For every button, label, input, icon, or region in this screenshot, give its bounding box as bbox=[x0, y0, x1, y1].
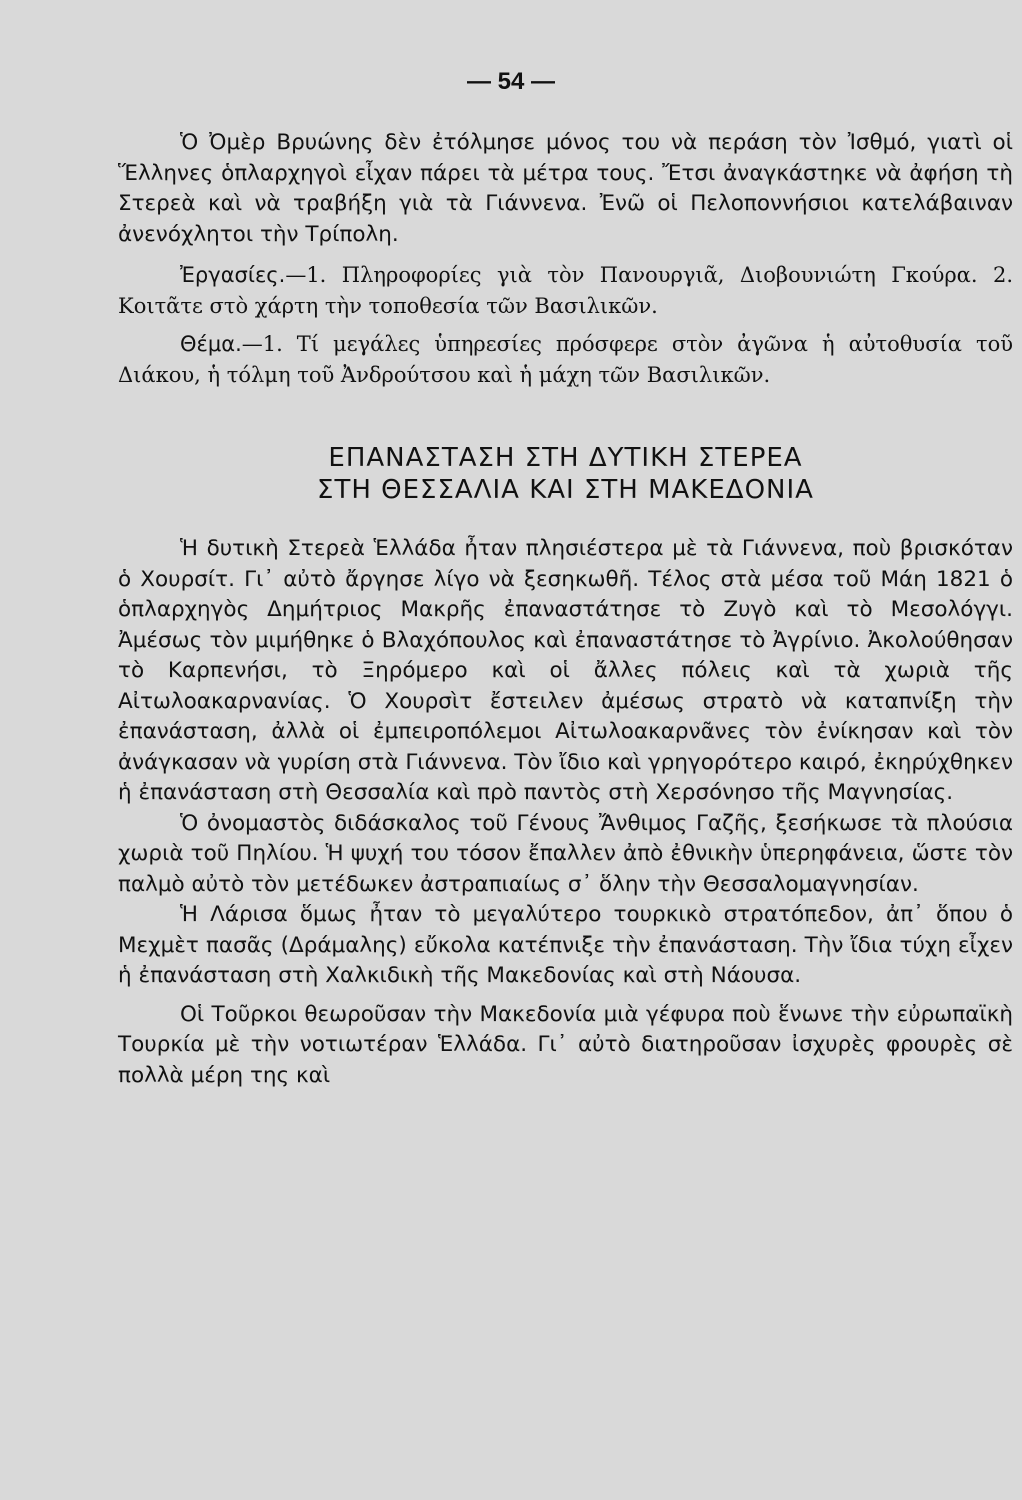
paragraph-western-sterea: Ἡ δυτικὴ Στερεὰ Ἑλλάδα ἦταν πλησιέστερα μὲ τὰ Γιάννενα, ποὺ βρισκόταν ὁ Χουρσίτ. Γι᾿ αὐτὸ ἄργησε λίγο νὰ ξεσηκωθῆ. Τέλος στὰ μέσα τοῦ Μάη 1821 ὁ ὁπλαρχηγὸς Δημήτριος Μακρῆς ἐπαναστάτησε τὸ Ζυγὸ καὶ τὸ Μεσολόγγι. Ἀμέσως τὸν μιμήθηκε ὁ Βλαχόπουλος καὶ ἐπαναστάτησε τὸ Ἀγρίνιο. Ἀκολούθησαν τὸ Καρπενήσι, τὸ Ξηρόμερο καὶ οἱ ἄλλες πόλεις καὶ τὰ χωριὰ τῆς Αἰτωλοακαρνανίας. Ὁ Χουρσὶτ ἔστειλεν ἀμέσως στρατὸ νὰ καταπνίξη τὴν ἐπανάσταση, ἀλλὰ οἱ ἐμπειροπόλεμοι Αἰτωλοακαρνᾶνες τὸν ἐνίκησαν καὶ τὸν ἀνάγκασαν νὰ γυρίση στὰ Γιάννενα. Τὸν ἴδιο καὶ γρηγορότερο καιρό, ἐκηρύχθηκεν ἡ ἐπανάσταση στὴ Θεσσαλία καὶ πρὸ παντὸς στὴ Χερσόνησο τῆς Μαγνησίας. bbox=[118, 536, 1014, 805]
topic-text: —1. Τί μεγάλες ὑπηρεσίες πρόσφερε στὸν ἀγῶνα ἡ αὐτοθυσία τοῦ Διάκου, ἡ τόλμη τοῦ Ἀνδρούτσου καὶ ἡ μάχη τῶν Βασιλικῶν. bbox=[118, 332, 1013, 387]
page-content bbox=[118, 128, 1013, 1091]
paragraph-anthimos-gazis: Ὁ ὀνομαστὸς διδάσκαλος τοῦ Γένους Ἄνθιμος Γαζῆς, ξεσήκωσε τὰ πλούσια χωριὰ τοῦ Πηλίου. Ἡ ψυχή του τόσον ἔπαλλεν ἀπὸ ἐθνικὴν ὑπερηφάνεια, ὥστε τὸν παλμὸ αὐτὸ τὸν μετέδωκεν ἀστραπιαίως σ᾿ ὅλην τὴν Θεσσαλομαγνησίαν. bbox=[118, 810, 1013, 897]
topic-paragraph bbox=[118, 329, 1013, 390]
tasks-paragraph bbox=[118, 260, 1013, 321]
tasks-text: —1. Πληροφορίες γιὰ τὸν Πανουργιᾶ, Διοβουνιώτη Γκούρα. 2. Κοιτᾶτε στὸ χάρτη τὴν τοποθεσία τῶν Βασιλικῶν. bbox=[118, 263, 1013, 318]
paragraph-omer-vryonis: Ὁ Ὀμὲρ Βρυώνης δὲν ἐτόλμησε μόνος του νὰ περάση τὸν Ἰσθμό, γιατὶ οἱ Ἕλληνες ὁπλαρχηγοὶ εἶχαν πάρει τὰ μέτρα τους. Ἔτσι ἀναγκάστηκε νὰ ἀφήση τὴ Στερεὰ καὶ νὰ τραβήξη γιὰ τὰ Γιάννενα. Ἐνῶ οἱ Πελοποννήσιοι κατελάβαιναν ἀνενόχλητοι τὴν Τρίπολη. bbox=[118, 130, 1013, 247]
tasks-label: Ἐργασίες. bbox=[180, 263, 286, 287]
paragraph-macedonia: Οἱ Τοῦρκοι θεωροῦσαν τὴν Μακεδονία μιὰ γέφυρα ποὺ ἕνωνε τὴν εὐρωπαϊκὴ Τουρκία μὲ τὴν νοτιωτέραν Ἑλλάδα. Γι᾿ αὐτὸ διατηροῦσαν ἰσχυρὲς φρουρὲς σὲ πολλὰ μέρη της καὶ bbox=[118, 1001, 1013, 1088]
topic-label: Θέμα. bbox=[180, 332, 242, 356]
paragraph-larissa: Ἡ Λάρισα ὅμως ἦταν τὸ μεγαλύτερο τουρκικὸ στρατόπεδον, ἀπ᾿ ὅπου ὁ Μεχμὲτ πασᾶς (Δράμαλης) εὔκολα κατέπνιξε τὴν ἐπανάσταση. Τὴν ἴδια τύχη εἶχεν ἡ ἐπανάσταση στὴ Χαλκιδικὴ τῆς Μακεδονίας καὶ στὴ Νάουσα. bbox=[118, 902, 1013, 988]
page-number: — 54 — bbox=[466, 68, 556, 95]
section-heading bbox=[118, 442, 1013, 506]
section-heading-line-1: ΕΠΑΝΑΣΤΑΣΗ ΣΤΗ ΔΥΤΙΚΗ ΣΤΕΡΕΑ bbox=[328, 443, 803, 473]
section-heading-line-2: ΣΤΗ ΘΕΣΣΑΛΙΑ ΚΑΙ ΣΤΗ ΜΑΚΕΔΟΝΙΑ bbox=[317, 475, 814, 505]
